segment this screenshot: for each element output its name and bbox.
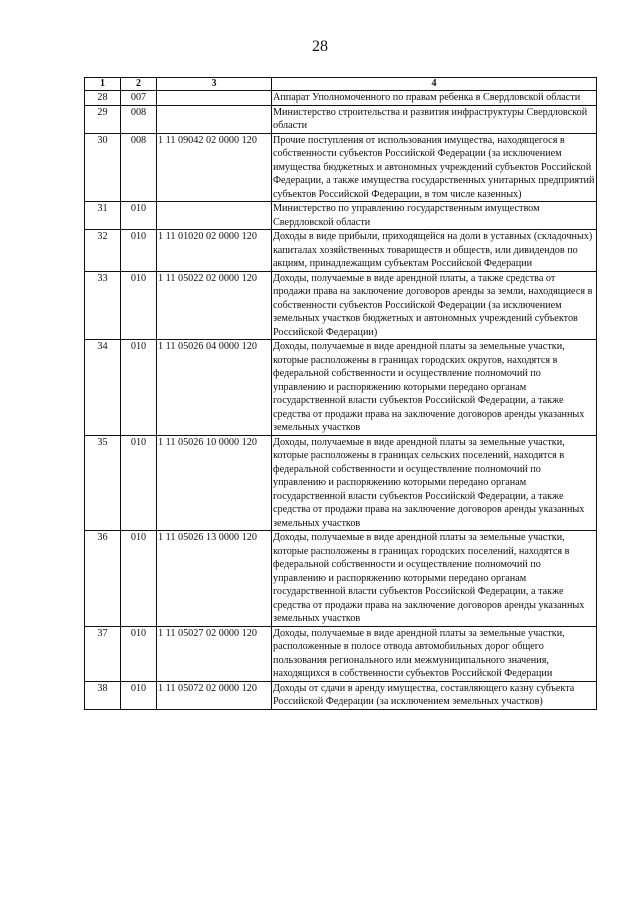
description-cell: Министерство по управлению государственным имуществом Свердловской области bbox=[272, 202, 597, 230]
column-header-admin-code: 2 bbox=[121, 78, 157, 91]
row-number-cell: 36 bbox=[85, 531, 121, 627]
row-number-cell: 34 bbox=[85, 340, 121, 436]
admin-code-cell: 010 bbox=[121, 340, 157, 436]
description-cell: Аппарат Уполномоченного по правам ребенка в Свердловской области bbox=[272, 91, 597, 106]
revenue-code-cell bbox=[157, 105, 272, 133]
description-cell: Доходы, получаемые в виде арендной платы за земельные участки, расположенные в полосе отвода автомобильных дорог общего пользования регионального или межмуниципального значения, находящихся в собственности субъектов Российской Федерации bbox=[272, 626, 597, 681]
row-number-cell: 32 bbox=[85, 230, 121, 272]
table-row bbox=[85, 340, 597, 436]
page-number: 28 bbox=[312, 38, 328, 55]
table-row bbox=[85, 105, 597, 133]
admin-code-cell: 008 bbox=[121, 133, 157, 202]
revenue-code-cell bbox=[157, 202, 272, 230]
row-number-cell: 30 bbox=[85, 133, 121, 202]
revenue-code-cell: 1 11 09042 02 0000 120 bbox=[157, 133, 272, 202]
table-row bbox=[85, 681, 597, 709]
revenue-code-cell: 1 11 05027 02 0000 120 bbox=[157, 626, 272, 681]
admin-code-cell: 010 bbox=[121, 230, 157, 272]
table-row bbox=[85, 230, 597, 272]
description-cell: Доходы от сдачи в аренду имущества, составляющего казну субъекта Российской Федерации (за исключением земельных участков) bbox=[272, 681, 597, 709]
revenue-code-cell bbox=[157, 91, 272, 106]
description-cell: Доходы, получаемые в виде арендной платы за земельные участки, которые расположены в границах городских округов, находятся в федеральной собственности и осуществление полномочий по управлению и распоряжению которыми передано органам государственной власти субъектов Российской Федерации, а также средства от продажи права на заключение договоров аренды указанных земельных участков bbox=[272, 340, 597, 436]
table-row bbox=[85, 133, 597, 202]
table-row bbox=[85, 626, 597, 681]
revenue-code-cell: 1 11 05026 04 0000 120 bbox=[157, 340, 272, 436]
row-number-cell: 37 bbox=[85, 626, 121, 681]
table-row bbox=[85, 271, 597, 340]
revenue-code-cell: 1 11 01020 02 0000 120 bbox=[157, 230, 272, 272]
admin-code-cell: 010 bbox=[121, 626, 157, 681]
revenue-code-cell: 1 11 05026 10 0000 120 bbox=[157, 435, 272, 531]
table-row bbox=[85, 202, 597, 230]
admin-code-cell: 010 bbox=[121, 681, 157, 709]
admin-code-cell: 007 bbox=[121, 91, 157, 106]
row-number-cell: 31 bbox=[85, 202, 121, 230]
revenue-code-cell: 1 11 05022 02 0000 120 bbox=[157, 271, 272, 340]
description-cell: Доходы, получаемые в виде арендной платы, а также средства от продажи права на заключение договоров аренды за земли, находящиеся в собственности субъектов Российской Федерации (за исключением земельных участков бюджетных и автономных учреждений субъектов Российской Федерации) bbox=[272, 271, 597, 340]
table-header-row bbox=[85, 78, 597, 91]
row-number-cell: 28 bbox=[85, 91, 121, 106]
admin-code-cell: 010 bbox=[121, 271, 157, 340]
column-header-number: 1 bbox=[85, 78, 121, 91]
row-number-cell: 29 bbox=[85, 105, 121, 133]
row-number-cell: 38 bbox=[85, 681, 121, 709]
admin-code-cell: 010 bbox=[121, 531, 157, 627]
description-cell: Доходы в виде прибыли, приходящейся на доли в уставных (складочных) капиталах хозяйственных товариществ и обществ, или дивидендов по акциям, принадлежащим субъектам Российской Федерации bbox=[272, 230, 597, 272]
column-header-revenue-code: 3 bbox=[157, 78, 272, 91]
table-row bbox=[85, 531, 597, 627]
revenue-code-cell: 1 11 05026 13 0000 120 bbox=[157, 531, 272, 627]
row-number-cell: 35 bbox=[85, 435, 121, 531]
table-row bbox=[85, 435, 597, 531]
table-row bbox=[85, 91, 597, 106]
description-cell: Доходы, получаемые в виде арендной платы за земельные участки, которые расположены в границах городских поселений, находятся в федеральной собственности и осуществление полномочий по управлению и распоряжению которыми передано органам государственной власти субъектов Российской Федерации, а также средства от продажи права на заключение договоров аренды указанных земельных участков bbox=[272, 531, 597, 627]
description-cell: Министерство строительства и развития инфраструктуры Свердловской области bbox=[272, 105, 597, 133]
revenue-codes-table bbox=[84, 77, 597, 710]
row-number-cell: 33 bbox=[85, 271, 121, 340]
admin-code-cell: 010 bbox=[121, 202, 157, 230]
column-header-description: 4 bbox=[272, 78, 597, 91]
admin-code-cell: 010 bbox=[121, 435, 157, 531]
revenue-code-cell: 1 11 05072 02 0000 120 bbox=[157, 681, 272, 709]
admin-code-cell: 008 bbox=[121, 105, 157, 133]
description-cell: Доходы, получаемые в виде арендной платы за земельные участки, которые расположены в границах сельских поселений, находятся в федеральной собственности и осуществление полномочий по управлению и распоряжению которыми передано органам государственной власти субъектов Российской Федерации, а также средства от продажи права на заключение договоров аренды указанных земельных участков bbox=[272, 435, 597, 531]
description-cell: Прочие поступления от использования имущества, находящегося в собственности субъектов Российской Федерации (за исключением имущества бюджетных и автономных учреждений субъектов Российской Федерации, а также имущества государственных унитарных предприятий субъектов Российской Федерации, в том числе казенных) bbox=[272, 133, 597, 202]
